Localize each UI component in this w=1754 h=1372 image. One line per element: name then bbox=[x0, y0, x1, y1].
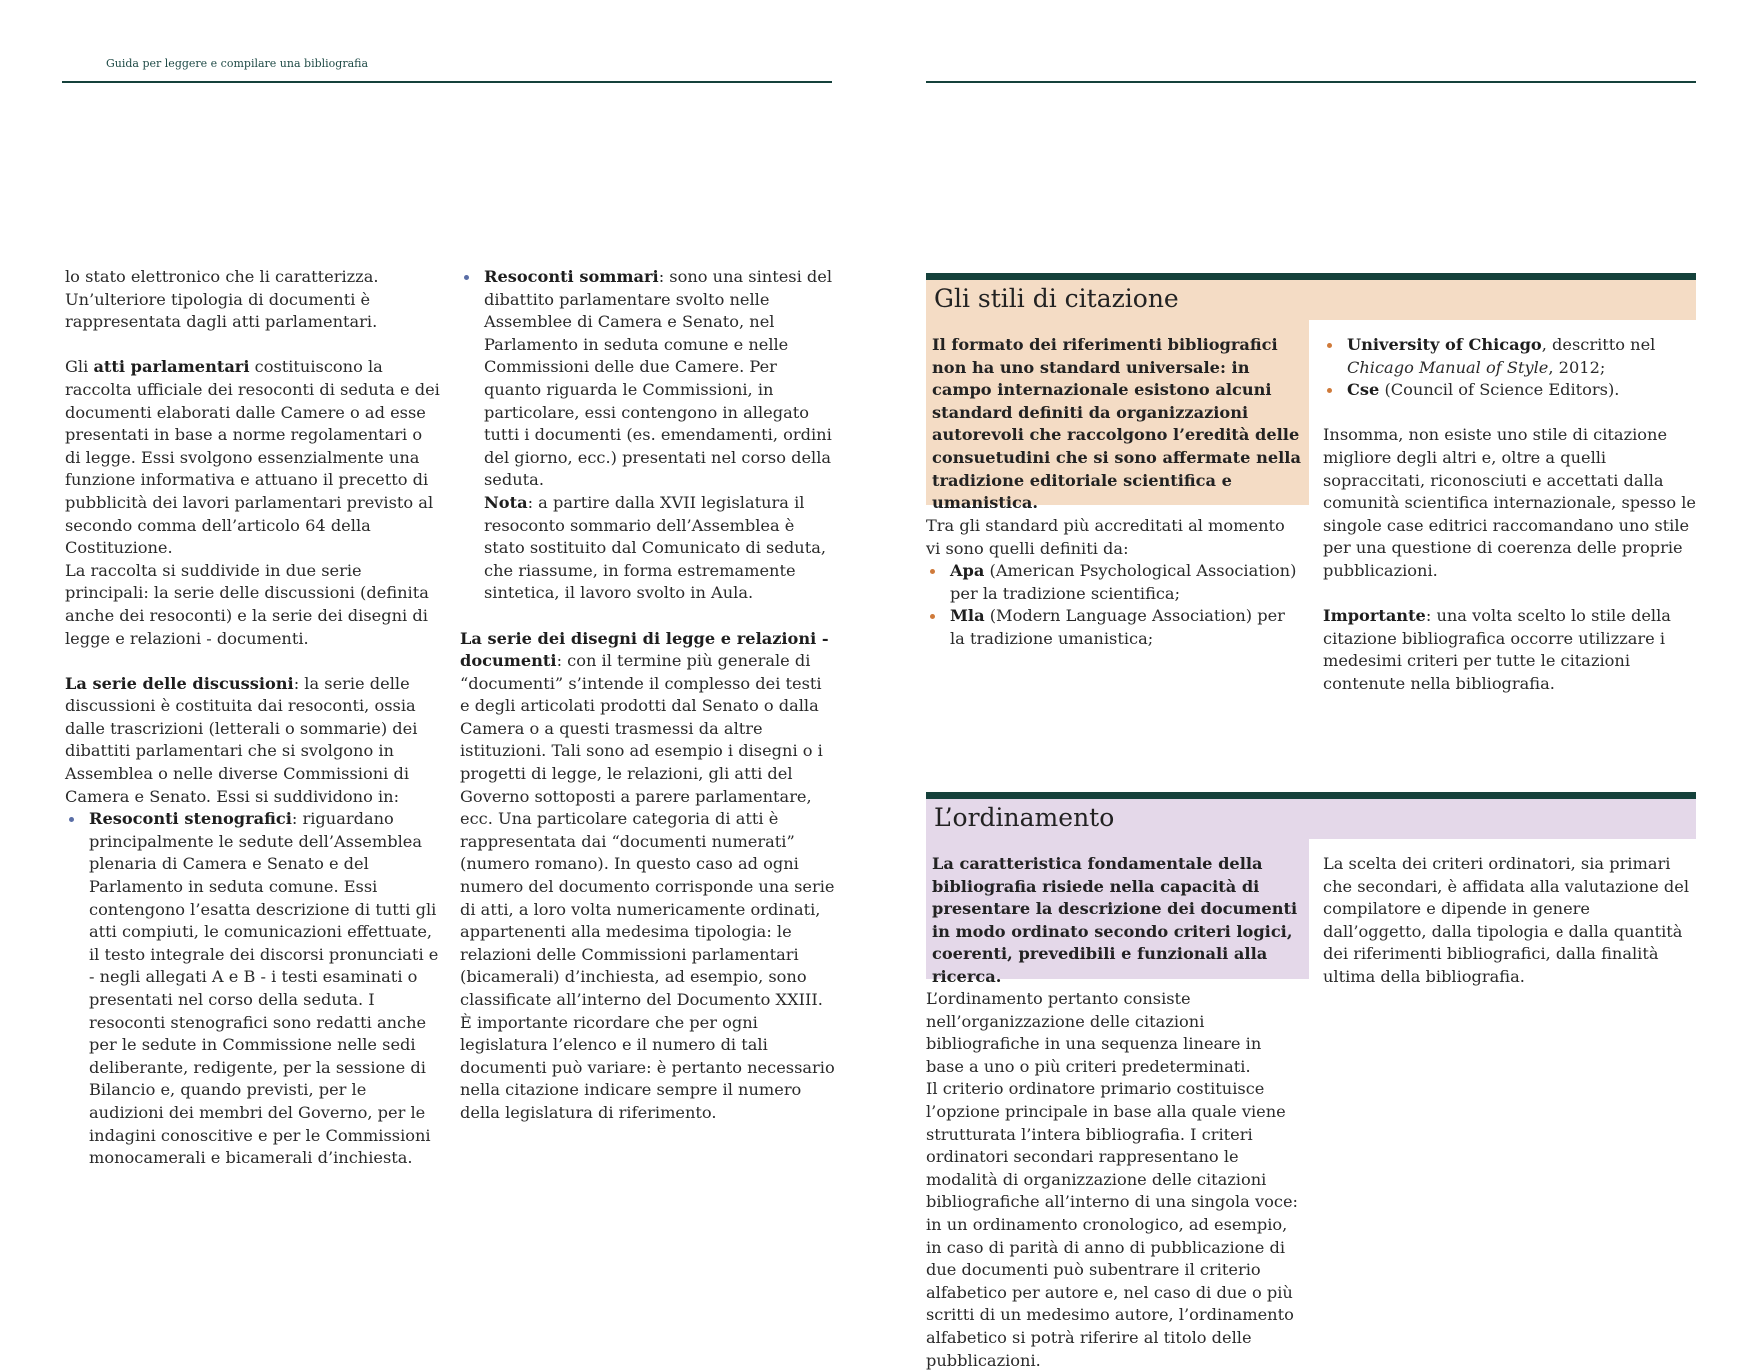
paragraph: È importante ricordare che per ogni legislatura l’elenco e il numero di tali documenti può variare: è pertanto necessario nella citazione indicare sempre il numero della legislatura di riferimento. bbox=[460, 1012, 835, 1122]
header-rule-right bbox=[926, 81, 1696, 83]
paragraph: La serie dei disegni di legge e relazioni - documenti: con il termine più generale di “documenti” s’intende il complesso dei testi e degli articolati prodotti dal Senato o dalla Camera o a questi trasmessi da altre istituzioni. Tali sono ad esempio i disegni o i progetti di legge, le relazioni, gli atti del Governo sottoposti a parere parlamentare, ecc. Una particolare categoria di atti è rappresentata dai “documenti numerati” (numero romano). In questo caso ad ogni numero del documento corrisponde una serie di atti, a loro volta numericamente ordinati, appartenenti alla medesima tipologia: le relazioni delle Commissioni parlamentari (bicamerali) d’inchiesta, ad esempio, sono classificate all’interno del Documento XXIII. bbox=[460, 628, 835, 1009]
right-column-2-box2 bbox=[1323, 853, 1698, 989]
paragraph: Gli atti parlamentari costituiscono la raccolta ufficiale dei resoconti di seduta e dei documenti elaborati dalle Camere o ad esse presentati in base a norme regolamentari o di legge. Essi svolgono essenzialmente una funzione informativa e attuano il precetto di pubblicità dei lavori parlamentari previsto al secondo comma dell’articolo 64 della Costituzione. bbox=[65, 357, 440, 558]
section-title: L’ordinamento bbox=[926, 799, 1696, 839]
right-column-1-box1 bbox=[926, 515, 1301, 651]
section-title: Gli stili di citazione bbox=[926, 280, 1696, 320]
paragraph: Insomma, non esiste uno stile di citazione migliore degli altri e, oltre a quelli sopraccitati, riconosciuti e accettati dalla comunità scientifica internazionale, spesso le singole case editrici raccomandano uno stile per una questione di coerenza delle proprie pubblicazioni. bbox=[1323, 425, 1696, 580]
right-column-2-box1 bbox=[1323, 334, 1698, 696]
left-column-1 bbox=[65, 266, 440, 1170]
paragraph: La serie delle discussioni: la serie delle discussioni è costituita dai resoconti, ossia dalle trascrizioni (letterali o sommarie) dei dibattiti parlamentari che si svolgono in Assemblea o nelle diverse Commissioni di Camera e Senato. Essi si suddividono in: bbox=[65, 673, 418, 806]
list-item: Resoconti stenografici: riguardano principalmente le sedute dell’Assemblea plenaria di Camera e Senato e del Parlamento in seduta comune. Essi contengono l’esatta descrizione di tutti gli atti compiuti, le comunicazioni effettuate, il testo integrale dei discorsi pronunciati e - negli allegati A e B - i testi esaminati o presentati nel corso della seduta. I resoconti stenografici sono redatti anche per le sedute in Commissione nelle sedi deliberante, redigente, per la sessione di Bilancio e, quando previsti, per le audizioni dei membri del Governo, per le indagini conoscitive e per le Commissioni monocamerali e bicamerali d’inchiesta. bbox=[65, 808, 440, 1170]
paragraph: Importante: una volta scelto lo stile della citazione bibliografica occorre utilizzare i medesimi criteri per tutte le citazioni contenute nella bibliografia. bbox=[1323, 606, 1671, 693]
paragraph: La raccolta si suddivide in due serie principali: la serie delle discussioni (definita anche dei resoconti) e la serie dei disegni di legge e relazioni - documenti. bbox=[65, 560, 429, 648]
list-item: Cse (Council of Science Editors). bbox=[1323, 379, 1698, 402]
paragraph: L’ordinamento pertanto consiste nell’organizzazione delle citazioni bibliografiche in una sequenza lineare in base a uno o più criteri predeterminati. bbox=[926, 989, 1262, 1076]
section-bar bbox=[926, 273, 1696, 280]
section-intro: La caratteristica fondamentale della bibliografia risiede nella capacità di presentare la descrizione dei documenti in modo ordinato secondo criteri logici, coerenti, prevedibili e funzionali alla ricerca. bbox=[926, 839, 1309, 979]
bullet-list bbox=[65, 808, 440, 1170]
list-item: University of Chicago, descritto nel Chicago Manual of Style, 2012; bbox=[1323, 334, 1698, 379]
left-column-2 bbox=[460, 266, 835, 1125]
bullet-list bbox=[460, 266, 835, 605]
paragraph: Il criterio ordinatore primario costituisce l’opzione principale in base alla quale viene strutturata l’intera bibliografia. I criteri ordinatori secondari rappresentano le modalità di organizzazione delle citazioni bibliografiche all’interno di una singola voce: in un ordinamento cronologico, ad esempio, in caso di parità di anno di pubblicazione di due documenti può subentrare il criterio alfabetico per autore e, nel caso di due o più scritti di un medesimo autore, l’ordinamento alfabetico si potrà riferire al titolo delle pubblicazioni. bbox=[926, 1079, 1298, 1370]
header-rule-left bbox=[62, 81, 832, 83]
bullet-list bbox=[926, 560, 1301, 650]
list-item: Mla (Modern Language Association) per la tradizione umanistica; bbox=[926, 605, 1301, 650]
bullet-list bbox=[1323, 334, 1698, 402]
right-column-1-box2 bbox=[926, 988, 1301, 1372]
paragraph: La scelta dei criteri ordinatori, sia primari che secondari, è affidata alla valutazione del compilatore e dipende in genere dall’oggetto, dalla tipologia e dalla quantità dei riferimenti bibliografici, dalla finalità ultima della bibliografia. bbox=[1323, 854, 1690, 986]
section-bar bbox=[926, 792, 1696, 799]
paragraph: Tra gli standard più accreditati al momento vi sono quelli definiti da: bbox=[926, 516, 1285, 558]
list-item: Apa (American Psychological Association) per la tradizione scientifica; bbox=[926, 560, 1301, 605]
section-intro: Il formato dei riferimenti bibliografici non ha uno standard universale: in campo internazionale esistono alcuni standard definiti da organizzazioni autorevoli che raccolgono l’eredità delle consuetudini che si sono affermate nella tradizione editoriale scientifica e umanistica. bbox=[926, 320, 1309, 505]
paragraph: lo stato elettronico che li caratterizza. Un’ulteriore tipologia di documenti è rappresentata dagli atti parlamentari. bbox=[65, 267, 379, 332]
list-item: Resoconti sommari: sono una sintesi del dibattito parlamentare svolto nelle Assemblee di Camera e Senato, nel Parlamento in seduta comune e nelle Commissioni delle due Camere. Per quanto riguarda le Commissioni, in particolare, essi contengono in allegato tutti i documenti (es. emendamenti, ordini del giorno, ecc.) presentati nel corso della seduta. Nota: a partire dalla XVII legislatura il resoconto sommario dell’Assemblea è stato sostituito dal Comunicato di seduta, che riassume, in forma estremamente sintetica, il lavoro svolto in Aula. bbox=[460, 266, 835, 605]
running-header: Guida per leggere e compilare una bibliografia bbox=[106, 57, 369, 70]
